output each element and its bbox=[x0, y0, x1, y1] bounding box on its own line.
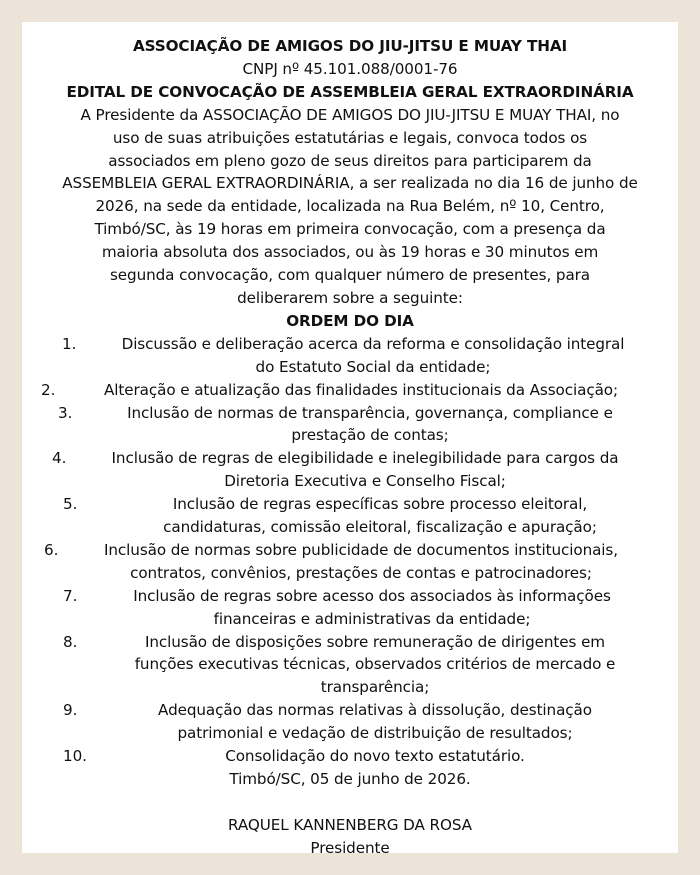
agenda-item-line: candidaturas, comissão eleitoral, fiscalização e apuração; bbox=[163, 518, 597, 537]
agenda-item-line: Inclusão de normas de transparência, governança, compliance e bbox=[127, 403, 613, 422]
agenda-item-9 bbox=[50, 699, 650, 745]
agenda-item-number: 4. bbox=[52, 449, 67, 468]
paragraph-line: A Presidente da ASSOCIAÇÃO DE AMIGOS DO JIU-JITSU E MUAY THAI, no bbox=[80, 105, 620, 124]
signer-role: Presidente bbox=[310, 838, 390, 857]
agenda-item-line: transparência; bbox=[320, 678, 430, 697]
paragraph-line: 2026, na sede da entidade, localizada na Rua Belém, nº 10, Centro, bbox=[95, 197, 605, 216]
agenda-item-3 bbox=[50, 402, 650, 448]
signer-name: RAQUEL KANNENBERG DA ROSA bbox=[228, 815, 472, 834]
agenda-item-line: funções executivas técnicas, observados critérios de mercado e bbox=[134, 655, 616, 674]
agenda-item-line: prestação de contas; bbox=[291, 426, 449, 445]
agenda-item-line: financeiras e administrativas da entidade; bbox=[213, 609, 531, 628]
agenda-item-line: Inclusão de regras sobre acesso dos associados às informações bbox=[133, 586, 611, 605]
agenda-item-4 bbox=[49, 447, 659, 493]
paragraph-line: deliberarem sobre a seguinte: bbox=[237, 288, 463, 307]
agenda-item-2 bbox=[35, 379, 665, 402]
agenda-item-number: 6. bbox=[44, 540, 59, 559]
agenda-item-line: do Estatuto Social da entidade; bbox=[255, 357, 491, 376]
paragraph-line: associados em pleno gozo de seus direitos para participarem da bbox=[108, 151, 592, 170]
agenda-item-line: Inclusão de regras de elegibilidade e inelegibilidade para cargos da bbox=[111, 449, 619, 468]
agenda-item-number: 9. bbox=[63, 701, 78, 720]
agenda-item-number: 8. bbox=[63, 632, 78, 651]
agenda-item-line: Inclusão de disposições sobre remuneração de dirigentes em bbox=[144, 632, 606, 651]
agenda-item-7 bbox=[50, 585, 650, 631]
agenda-item-line: Discussão e deliberação acerca da reforma e consolidação integral bbox=[121, 334, 625, 353]
agenda-item-line: Inclusão de regras específicas sobre processo eleitoral, bbox=[172, 495, 588, 514]
agenda-item-line: Adequação das normas relativas à dissolução, destinação bbox=[158, 701, 592, 720]
paragraph-line: Timbó/SC, às 19 horas em primeira convocação, com a presença da bbox=[94, 220, 606, 239]
agenda-heading: ORDEM DO DIA bbox=[286, 311, 414, 330]
paragraph-line: segunda convocação, com qualquer número de presentes, para bbox=[109, 266, 591, 285]
agenda-item-line: contratos, convênios, prestações de contas e patrocinadores; bbox=[130, 563, 592, 582]
agenda-item-line: patrimonial e vedação de distribuição de resultados; bbox=[177, 724, 573, 743]
agenda-list bbox=[22, 333, 678, 768]
paragraph-line: maioria absoluta dos associados, ou às 19 horas e 30 minutos em bbox=[101, 243, 599, 262]
agenda-item-number: 7. bbox=[63, 586, 78, 605]
edital-document bbox=[22, 22, 678, 857]
agenda-item-line: Alteração e atualização das finalidades institucionais da Associação; bbox=[104, 380, 618, 399]
agenda-item-1 bbox=[59, 333, 659, 379]
agenda-item-line: Consolidação do novo texto estatutário. bbox=[225, 747, 525, 766]
agenda-item-line: Diretoria Executiva e Conselho Fiscal; bbox=[224, 472, 506, 491]
paragraph-line: uso de suas atribuições estatutárias e legais, convoca todos os bbox=[112, 128, 588, 147]
place-date: Timbó/SC, 05 de junho de 2026. bbox=[229, 770, 471, 788]
agenda-item-number: 1. bbox=[62, 334, 77, 353]
edital-title: EDITAL DE CONVOCAÇÃO DE ASSEMBLEIA GERAL EXTRAORDINÁRIA bbox=[66, 82, 634, 101]
agenda-item-8 bbox=[50, 631, 650, 700]
convocation-paragraph bbox=[32, 104, 668, 310]
agenda-item-number: 10. bbox=[63, 747, 87, 766]
agenda-item-number: 3. bbox=[58, 403, 73, 422]
paragraph-line: ASSEMBLEIA GERAL EXTRAORDINÁRIA, a ser realizada no dia 16 de junho de bbox=[62, 174, 638, 193]
agenda-item-10 bbox=[50, 745, 650, 768]
agenda-item-number: 2. bbox=[41, 380, 56, 399]
spacer bbox=[22, 791, 678, 814]
agenda-item-number: 5. bbox=[63, 495, 78, 514]
agenda-item-5 bbox=[50, 493, 650, 539]
agenda-item-6 bbox=[40, 539, 660, 585]
cnpj-number: CNPJ nº 45.101.088/0001-76 bbox=[242, 59, 458, 78]
association-name: ASSOCIAÇÃO DE AMIGOS DO JIU-JITSU E MUAY THAI bbox=[132, 37, 568, 55]
agenda-item-line: Inclusão de normas sobre publicidade de documentos institucionais, bbox=[104, 540, 618, 559]
